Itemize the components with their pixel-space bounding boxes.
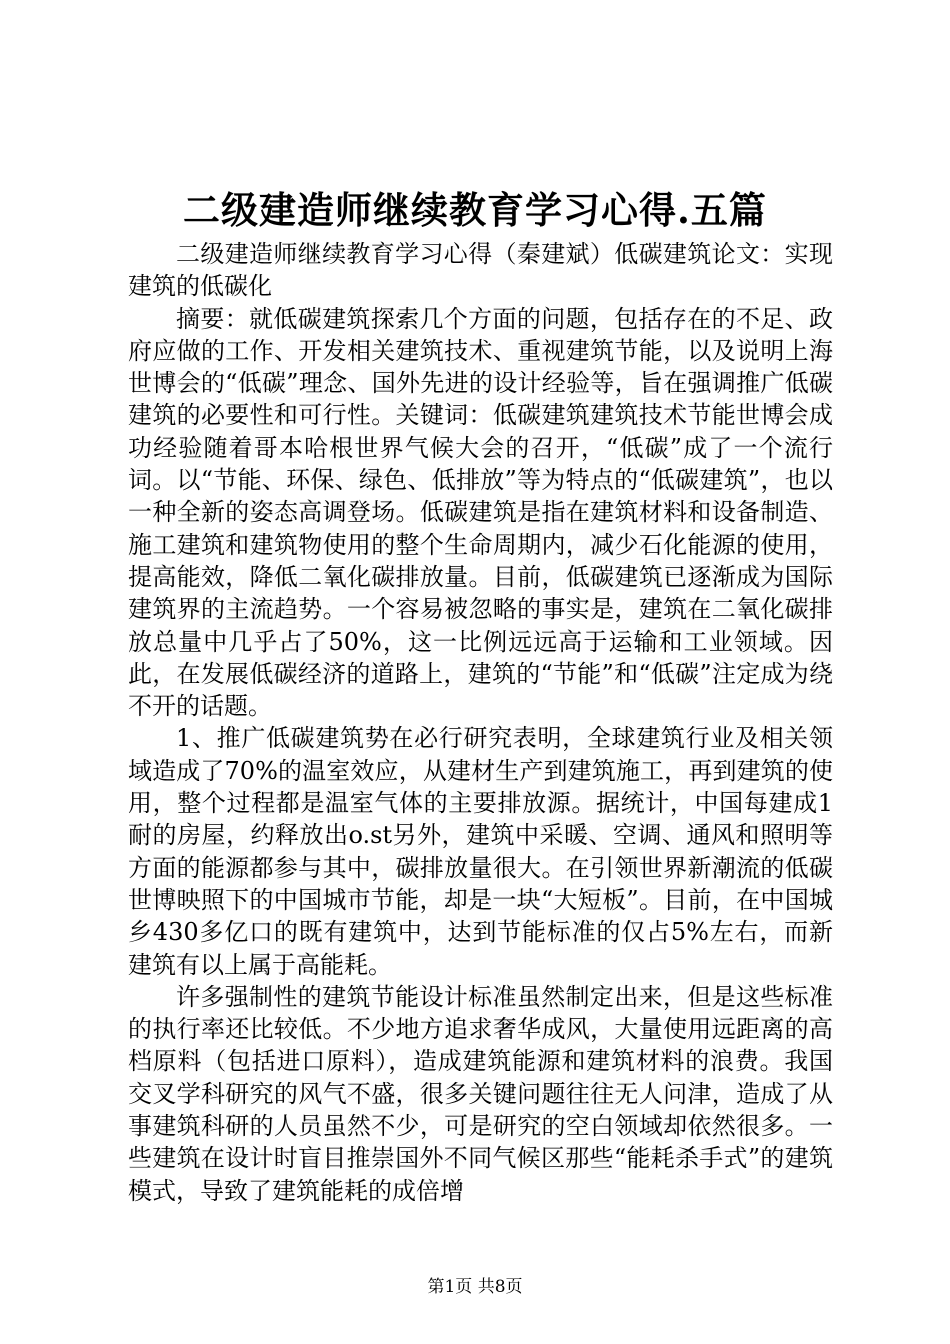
document-body [128,238,833,1207]
paragraph-abstract: 摘要：就低碳建筑探索几个方面的问题，包括存在的不足、政府应做的工作、开发相关建筑技术、重视建筑节能，以及说明上海世博会的“低碳”理念、国外先进的设计经验等，旨在强调推广低碳建筑的必要性和可行性。关键词：低碳建筑建筑技术节能世博会成功经验随着哥本哈根世界气候大会的召开，“低碳”成了一个流行词。以“节能、环保、绿色、低排放”等为特点的“低碳建筑”，也以一种全新的姿态高调登场。低碳建筑是指在建筑材料和设备制造、施工建筑和建筑物使用的整个生命周期内，减少石化能源的使用，提高能效，降低二氧化碳排放量。目前，低碳建筑已逐渐成为国际建筑界的主流趋势。一个容易被忽略的事实是，建筑在二氧化碳排放总量中几乎占了50%，这一比例远远高于运输和工业领域。因此，在发展低碳经济的道路上，建筑的“节能”和“低碳”注定成为绕不开的话题。 [128,304,833,721]
page-footer: 第1页 共8页 [427,1277,523,1297]
paragraph-section-1: 1、推广低碳建筑势在必行研究表明，全球建筑行业及相关领域造成了70%的温室效应，从建材生产到建筑施工，再到建筑的使用，整个过程都是温室气体的主要排放源。据统计，中国每建成1耐的房屋，约释放出o.st另外，建筑中采暖、空调、通风和照明等方面的能源都参与其中，碳排放量很大。在引领世界新潮流的低碳世博映照下的中国城市节能，却是一块“大短板”。目前，在中国城乡430多亿口的既有建筑中，达到节能标准的仅占5%左右，而新建筑有以上属于高能耗。 [128,724,833,979]
paragraph-intro: 二级建造师继续教育学习心得（秦建斌）低碳建筑论文：实现建筑的低碳化 [128,240,833,301]
document-title: 二级建造师继续教育学习心得.五篇 [183,188,767,232]
paragraph-standards: 许多强制性的建筑节能设计标准虽然制定出来，但是这些标准的执行率还比较低。不少地方追求奢华成风，大量使用远距离的高档原料（包括进口原料），造成建筑能源和建筑材料的浪费。我国交叉学科研究的风气不盛，很多关键问题往往无人问津，造成了从事建筑科研的人员虽然不少，可是研究的空白领域却依然很多。一些建筑在设计时盲目推崇国外不同气候区那些“能耗杀手式”的建筑模式，导致了建筑能耗的成倍增 [128,982,833,1205]
